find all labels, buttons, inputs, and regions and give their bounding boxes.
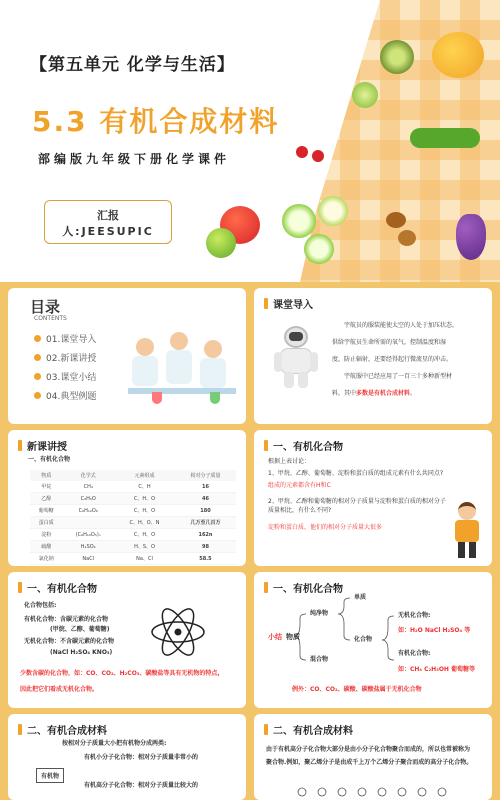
table-cell: C₂H₅O [62, 493, 114, 505]
polymer-chain-illustration [294, 782, 454, 800]
intro-line: 宇航服中已经应用了一百三十多种新型材 [344, 373, 453, 380]
node-compound: 化合物 [354, 636, 373, 643]
slide-heading: 新课讲授 [27, 442, 67, 453]
table-cell: 氯化钠 [30, 553, 62, 565]
intro-text: 根据上表讨论： [268, 458, 311, 465]
nut-icon [398, 230, 416, 246]
table-cell: 几万至几百万 [175, 517, 236, 529]
kiwi-icon [380, 40, 414, 74]
slide-heading: 二、有机合成材料 [27, 726, 107, 737]
cherry-icon [312, 150, 324, 162]
subject-line: 部编版九年级下册化学课件 [38, 152, 231, 166]
slide-heading: 课堂导入 [273, 300, 313, 311]
polymer-desc: 聚合物.例如，聚乙烯分子是由成千上万个乙烯分子聚合而成的高分子化合物。 [266, 759, 473, 766]
cucumber-icon [410, 128, 480, 148]
table-cell: (C₆H₁₀O₅)ₙ [62, 529, 114, 541]
nut-icon [386, 212, 406, 228]
table-cell: CH₄ [62, 481, 114, 493]
heading-bar [264, 298, 268, 309]
bullet-icon [34, 335, 41, 342]
toc-item[interactable]: 02.新课讲授 [34, 351, 96, 364]
table-row [30, 493, 236, 505]
cover-slide [0, 0, 500, 282]
inorganic-example: 如：H₂O NaCl H₂SO₄ 等 [398, 627, 471, 634]
slide-lecture [8, 430, 246, 566]
intro-line: 供给宇航员生命所需的氧气，控制温度和湿 [332, 339, 447, 346]
polymer-text: 有机高分子化合物：相对分子质量比较大的 [84, 782, 199, 789]
slide-heading: 二、有机合成材料 [273, 726, 353, 737]
node-inorganic: 无机化合物: [398, 612, 431, 619]
organic-examples: (甲烷、乙醇、葡萄糖) [50, 626, 110, 633]
table-cell: 葡萄糖 [30, 505, 62, 517]
table-cell: 16 [175, 481, 236, 493]
table-cell: C₆H₁₂O₆ [62, 505, 114, 517]
unit-title: 【第五单元 化学与生活】 [30, 55, 235, 75]
table-cell: C、H、O [114, 493, 175, 505]
lime-slice-icon [282, 204, 316, 238]
heading-bar [18, 440, 22, 451]
table-cell: C、H、O [114, 505, 175, 517]
table-cell: 46 [175, 493, 236, 505]
toc-title: 目录 [30, 298, 61, 316]
slide-organic-2 [8, 572, 246, 708]
slide-heading: 一、有机化合物 [27, 584, 97, 595]
table-header: 物质 [30, 470, 62, 481]
lesson-title: 5.3 有机合成材料 [32, 105, 280, 138]
table-cell: 蛋白质 [30, 517, 62, 529]
slide-heading: 一、有机化合物 [273, 442, 343, 453]
slide-synthetic-2 [254, 714, 492, 800]
bullet-icon [34, 392, 41, 399]
table-cell: 乙醇 [30, 493, 62, 505]
lime-slice-icon [304, 234, 334, 264]
table-row [30, 505, 236, 517]
toc-item[interactable]: 01.课堂导入 [34, 332, 96, 345]
slide-heading: 一、有机化合物 [273, 584, 343, 595]
toc-item[interactable]: 04.典型例题 [34, 389, 96, 402]
toc-subtitle: CONTENTS [34, 315, 67, 322]
reporter-label: 汇报 [97, 209, 119, 222]
heading-bar [264, 440, 268, 451]
slide-intro [254, 288, 492, 424]
table-cell [62, 517, 114, 529]
node-mixture: 混合物 [310, 656, 329, 663]
intro-line: 宇航员的服装能使太空的人处于加压状态， [344, 322, 459, 329]
table-row [30, 529, 236, 541]
green-apple-icon [206, 228, 236, 258]
table-cell: 硫酸 [30, 541, 62, 553]
highlight-text: 多数是有机合成材料 [356, 390, 411, 397]
slide-synthetic-1 [8, 714, 246, 800]
label-text: 化合物包括: [24, 602, 57, 609]
slide-organic-1 [254, 430, 492, 566]
bullet-icon [34, 354, 41, 361]
teacher-illustration [450, 502, 484, 558]
table-cell: C、H、O [114, 529, 175, 541]
answer-2: 淀粉和蛋白质，他们的相对分子质量大很多 [268, 524, 383, 531]
table-cell: H、S、O [114, 541, 175, 553]
classification-text: 按相对分子质量大小把有机物分成两类: [62, 740, 167, 747]
table-cell: 162n [175, 529, 236, 541]
exception-text: 例外：CO、CO₂、碳酸、碳酸盐属于无机化合物 [292, 686, 422, 693]
intro-line: 度，防止辐射，还要经得起行微流星的冲击。 [332, 356, 453, 363]
node-organic: 有机化合物: [398, 650, 431, 657]
summary-label: 小结 [268, 633, 282, 641]
heading-bar [264, 724, 268, 735]
inorganic-definition: 无机化合物：不含碳元素的化合物 [24, 638, 115, 645]
node-element: 单质 [354, 594, 367, 601]
reporter-name: 人:JEESUPIC [62, 225, 154, 238]
organic-example: 如：CH₄ C₂H₅OH 葡萄糖等 [398, 666, 476, 673]
table-row [30, 481, 236, 493]
element-table [30, 470, 236, 565]
slide-toc [8, 288, 246, 424]
note-text: 少数含碳的化合物，如：CO、CO₂、H₂CO₃、碳酸盐等具有无机物的特点, [20, 670, 220, 677]
inorganic-examples: (NaCl H₂SO₄ KNO₃) [50, 649, 113, 656]
heading-bar [18, 724, 22, 735]
table-header: 元素组成 [114, 470, 175, 481]
table-row [30, 553, 236, 565]
cherry-icon [296, 146, 308, 158]
table-cell: 淀粉 [30, 529, 62, 541]
bullet-icon [34, 373, 41, 380]
astronaut-illustration [274, 326, 318, 388]
node-pure: 纯净物 [310, 610, 329, 617]
table-cell: 98 [175, 541, 236, 553]
scientists-illustration [128, 332, 236, 406]
table-row [30, 517, 236, 529]
table-header: 化学式 [62, 470, 114, 481]
answer-1: 组成的元素都含有H和C [268, 482, 331, 489]
note-text: 因此把它们看成无机化合物。 [20, 686, 99, 693]
table-cell: Na、Cl [114, 553, 175, 565]
intro-line: 料，其中多数是有机合成材料。 [332, 390, 417, 397]
table-cell: 甲烷 [30, 481, 62, 493]
table-cell: 180 [175, 505, 236, 517]
table-cell: C、H [114, 481, 175, 493]
reporter-box [44, 200, 172, 244]
question-1: 1、甲烷、乙醇、葡萄糖、淀粉和蛋白质的组成元素有什么共同点? [268, 470, 444, 477]
pumpkin-icon [432, 32, 484, 78]
heading-bar [18, 582, 22, 593]
organic-definition: 有机化合物：含碳元素的化合物 [24, 616, 109, 623]
table-row [30, 541, 236, 553]
small-molecule-text: 有机小分子化合物：相对分子质量非常小的 [84, 754, 199, 761]
toc-item[interactable]: 03.课堂小结 [34, 370, 96, 383]
slide-summary [254, 572, 492, 708]
organic-box: 有机物 [36, 768, 64, 783]
table-cell: H₂SO₄ [62, 541, 114, 553]
melon-slice-icon [318, 196, 348, 226]
polymer-desc: 由于有机高分子化合物大部分是由小分子化合物聚合而成的，所以也常被称为 [266, 746, 471, 753]
atom-icon [150, 604, 206, 660]
node-substance: 物质 [286, 633, 300, 641]
table-cell: 58.5 [175, 553, 236, 565]
question-2: 2、甲烷、乙醇和葡萄糖的相对分子质量与淀粉和蛋白质的相对分子质量相比，有什么不同? [268, 498, 446, 514]
lime-icon [352, 82, 378, 108]
table-cell: NaCl [62, 553, 114, 565]
table-header: 相对分子质量 [175, 470, 236, 481]
slide-subheading: 一、有机化合物 [28, 456, 71, 463]
grape-icon [456, 214, 486, 260]
table-cell: C、H、O、N [114, 517, 175, 529]
